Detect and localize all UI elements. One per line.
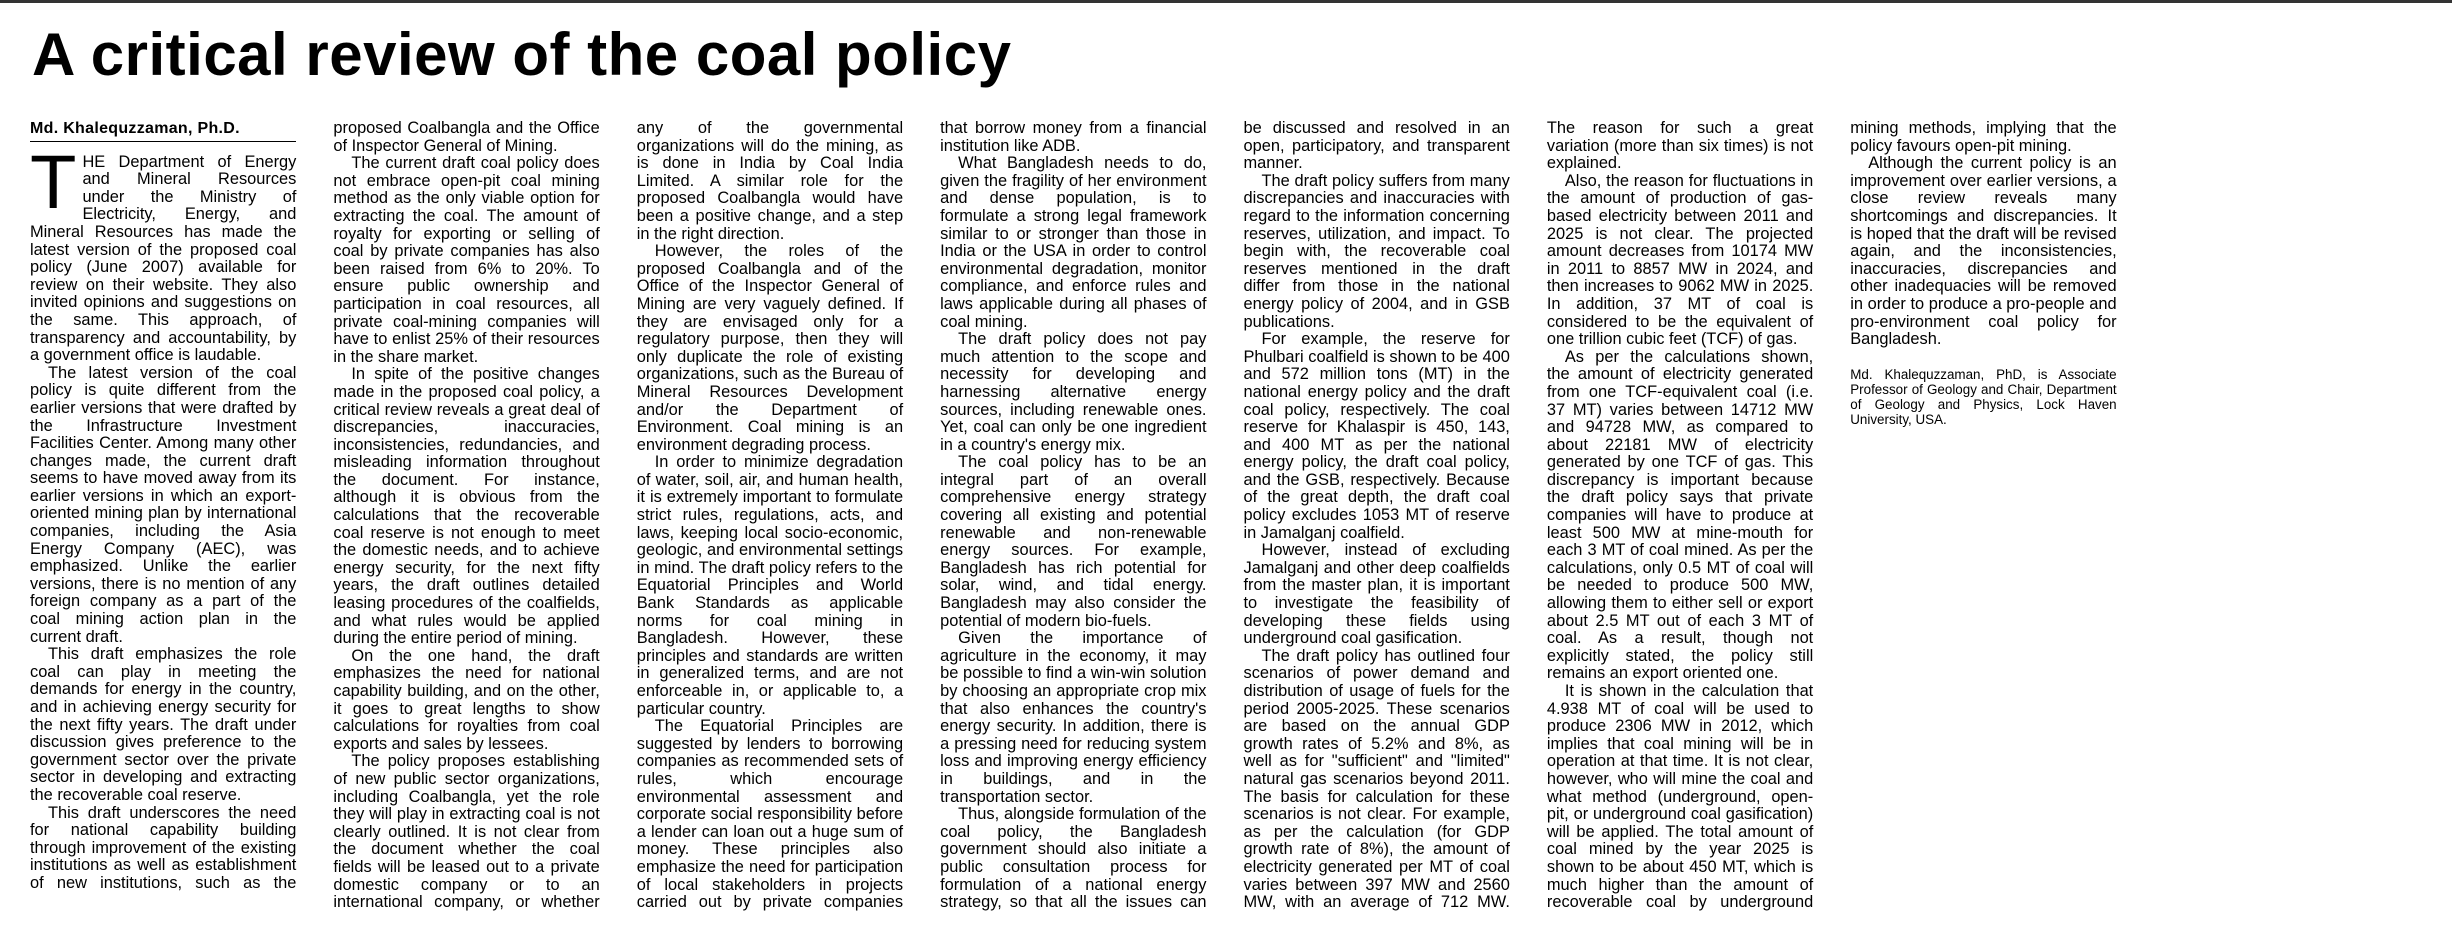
article-paragraph: The Equatorial Principles are suggested by lenders to borrowing companies as recommended sets of rules, which encourage environmental assessment and corporate social responsibility before a lender can loan out a huge sum of money. These principles also emphasize the need for participation of local stakeholders in projects carried out by private companies that borrow money from a financial institution like ADB. [636, 119, 1207, 912]
article-paragraph: However, instead of excluding Jamalganj and other deep coalfields from the master plan, it is important to investigate the feasibility of developing these fields using underground coal gasification. [1243, 541, 1510, 648]
article-paragraph: However, the roles of the proposed Coalbangla and of the Office of the Inspector General of Mining are very vaguely defined. If they are envisaged only for a regulatory purpose, then they will only duplicate the role of existing organizations, such as the Bureau of Mineral Resources Development and/or the Department of Environment. Coal mining is an environment degrading process. [636, 242, 904, 454]
article-paragraph: It is shown in the calculation that 4.938 MT of coal will be used to produce 2306 MW in 2012, which implies that coal mining will be in operation at that time. It is not clear, however, who will mine the coal and what method (underground, open-pit, or underground coal gasification) will be applied. The total amount of coal mined by the year 2025 is shown to be about 450 MT, which is much higher than the amount of recoverable coal by underground mining methods, implying that the policy favours open-pit mining. [1546, 119, 2117, 912]
article-paragraph: Although the current policy is an improvement over earlier versions, a close review reveals many shortcomings and discrepancies. It is hoped that the draft will be revised again, and the inconsistencies, inaccuracies, discrepancies and other inadequacies will be removed in order to produce a pro-people and pro-environment coal policy for Bangladesh. [1850, 154, 2117, 349]
article-paragraph: The current draft coal policy does not embrace open-pit coal mining method as the only viable option for extracting the coal. The amount of royalty for exporting or selling of coal by private companies has also been raised from 6% to 20%. To ensure public ownership and participation in coal resources, all private coal-mining companies will have to enlist 25% of their resources in the share market. [333, 154, 600, 366]
article-paragraph: In spite of the positive changes made in the proposed coal policy, a critical review reveals a great deal of discrepancies, inaccuracies, inconsistencies, redundancies, and misleading information throughout the document. For instance, although it is obvious from the calculations that the recoverable coal reserve is not enough to meet the domestic needs, and to achieve energy security, for the next fifty years, the draft outlines detailed leasing procedures of the coalfields, and what rules would be applied during the entire period of mining. [333, 365, 600, 648]
top-rule [0, 0, 2452, 3]
article-paragraph: This draft emphasizes the role coal can play in meeting the demands for energy in the country, and in achieving energy security for the next fifty years. The draft under discussion gives preference to the government sector over the private sector in developing and extracting the recoverable coal reserve. [30, 645, 297, 804]
article-paragraph: The draft policy does not pay much attention to the scope and necessity for developing and harnessing alternative energy sources, including renewable ones. Yet, coal can only be one ingredient in a country's energy mix. [940, 330, 1207, 454]
article-paragraph: The policy proposes establishing of new public sector organizations, including Coalbangla, yet the role they will play in extracting coal is not clearly outlined. It is not clear from the document whether the coal fields will be leased out to a private domestic company or to an international company, or whether any of the governmental organizations will do the mining, as is done in India by Coal India Limited. A similar role for the proposed Coalbangla would have been a positive change, and a step in the right direction. [333, 119, 904, 912]
article-headline: A critical review of the coal policy [32, 21, 1012, 88]
article-paragraph: This draft underscores the need for national capability building through improvement of the existing institutions as well as establishment of new institutions, such as the proposed Coalbangla and the Office of Inspector General of Mining. [30, 119, 600, 892]
article-paragraph: THE Department of Energy and Mineral Resources under the Ministry of Electricity, Energy, and Mineral Resources has made the latest version of the proposed coal policy (June 2007) available for review on their website. They also invited opinions and suggestions on the same. This approach, of transparency and accountability, by a government office is laudable. [30, 139, 297, 365]
article-paragraph: As per the calculations shown, the amount of electricity generated from one TCF-equivalent coal (i.e. 37 MT) varies between 14712 MW and 94728 MW, as compared to about 22181 MW of electricity generated by one TCF of gas. This discrepancy is important because the draft policy says that private companies will have to produce at least 500 MW at mine-mouth for each 3 MT of coal mined. As per the calculations, only 0.5 MT of coal will be needed to produce 500 MW, allowing them to either sell or export about 2.5 MT out of each 3 MT of coal. As a result, though not explicitly stated, the policy still remains an export oriented one. [1546, 347, 1814, 683]
article-paragraph: On the one hand, the draft emphasizes the need for national capability building, and on the other, it goes to great lengths to show calculations for royalties from coal exports and sales by lessees. [333, 646, 600, 753]
article-paragraph: The draft policy suffers from many discrepancies and inaccuracies with regard to the information concerning reserves, utilization, and impact. To begin with, the recoverable coal reserves mentioned in the draft differ from those in the national energy policy of 2004, and in GSB publications. [1243, 171, 1510, 331]
article-paragraph: The draft policy has outlined four scenarios of power demand and distribution of usage of fuels for the period 2005-2025. These scenarios are based on the annual GDP growth rates of 5.2% and 8%, as well as for "sufficient" and "limited" natural gas scenarios beyond 2011. The basis for calculation for these scenarios is not clear. For example, as per the calculation (for GDP growth rate of 8%), the amount of electricity generated per MT of coal varies between 397 MW and 2560 MW, with an average of 712 MW. The reason for such a great variation (more than six times) is not explained. [1243, 119, 1814, 912]
article-paragraph: Also, the reason for fluctuations in the amount of production of gas-based electricity between 2011 and 2025 is not clear. The projected amount decreases from 10174 MW in 2011 to 8857 MW in 2024, and then increases to 9062 MW in 2025. In addition, 37 MT of coal is considered to be the equivalent of one trillion cubic feet (TCF) of gas. [1546, 171, 1814, 349]
article-paragraph: Thus, alongside formulation of the coal policy, the Bangladesh government should also initiate a public consultation process for formulation of a national energy strategy, so that all the issues can be discussed and resolved in an open, participatory, and transparent manner. [940, 119, 1510, 912]
article-paragraph: In order to minimize degradation of water, soil, air, and human health, it is extremely important to formulate strict rules, regulations, acts, and laws, keeping local socio-economic, geologic, and environmental settings in mind. The draft policy refers to the Equatorial Principles and World Bank Standards as applicable norms for coal mining in Bangladesh. However, these principles and standards are written in generalized terms, and are not enforceable in, or applicable to, a particular country. [636, 453, 904, 718]
drop-cap: T [30, 139, 77, 225]
article-paragraph: The latest version of the coal policy is quite different from the earlier versions that were drafted by the Infrastructure Investment Facilities Center. Among many other changes made, the current draft seems to have moved away from its earlier versions in which an export-oriented mining plan by international companies, including the Asia Energy Company (AEC), was emphasized. Unlike the earlier versions, there is no mention of any foreign company as a part of the coal mining action plan in the current draft. [30, 363, 297, 646]
article-paragraph: Given the importance of agriculture in the economy, it may be possible to find a win-win solution by choosing an appropriate crop mix that also enhances the country's energy security. In addition, there is a pressing need for reducing system loss and improving energy efficiency in buildings, and in the transportation sector. [940, 629, 1207, 806]
author-byline: Md. Khalequzzaman, Ph.D. [30, 120, 296, 142]
article-paragraph: What Bangladesh needs to do, given the fragility of her environment and dense population, is to formulate a strong legal framework similar to or stronger than those in India or the USA in order to control environmental degradation, monitor compliance, and enforce rules and laws applicable during all phases of coal mining. [940, 154, 1207, 331]
article-paragraph: For example, the reserve for Phulbari coalfield is shown to be 400 and 572 million tons (MT) in the national energy policy and the draft coal policy, respectively. The coal reserve for Khalaspir is 450, 143, and 400 MT as per the national energy policy, the draft coal policy, and the GSB, respectively. Because of the great depth, the draft coal policy excludes 1053 MT of reserve in Jamalganj coalfield. [1243, 330, 1510, 542]
article-body [30, 120, 2420, 920]
article-paragraph: The coal policy has to be an integral part of an overall comprehensive energy strategy covering all existing and potential renewable and non-renewable energy sources. For example, Bangladesh has rich potential for solar, wind, and tidal energy. Bangladesh may also consider the potential of modern bio-fuels. [940, 453, 1207, 630]
author-bio: Md. Khalequzzaman, PhD, is Associate Professor of Geology and Chair, Department of Geology and Physics, Lock Haven University, USA. [1850, 366, 2117, 428]
